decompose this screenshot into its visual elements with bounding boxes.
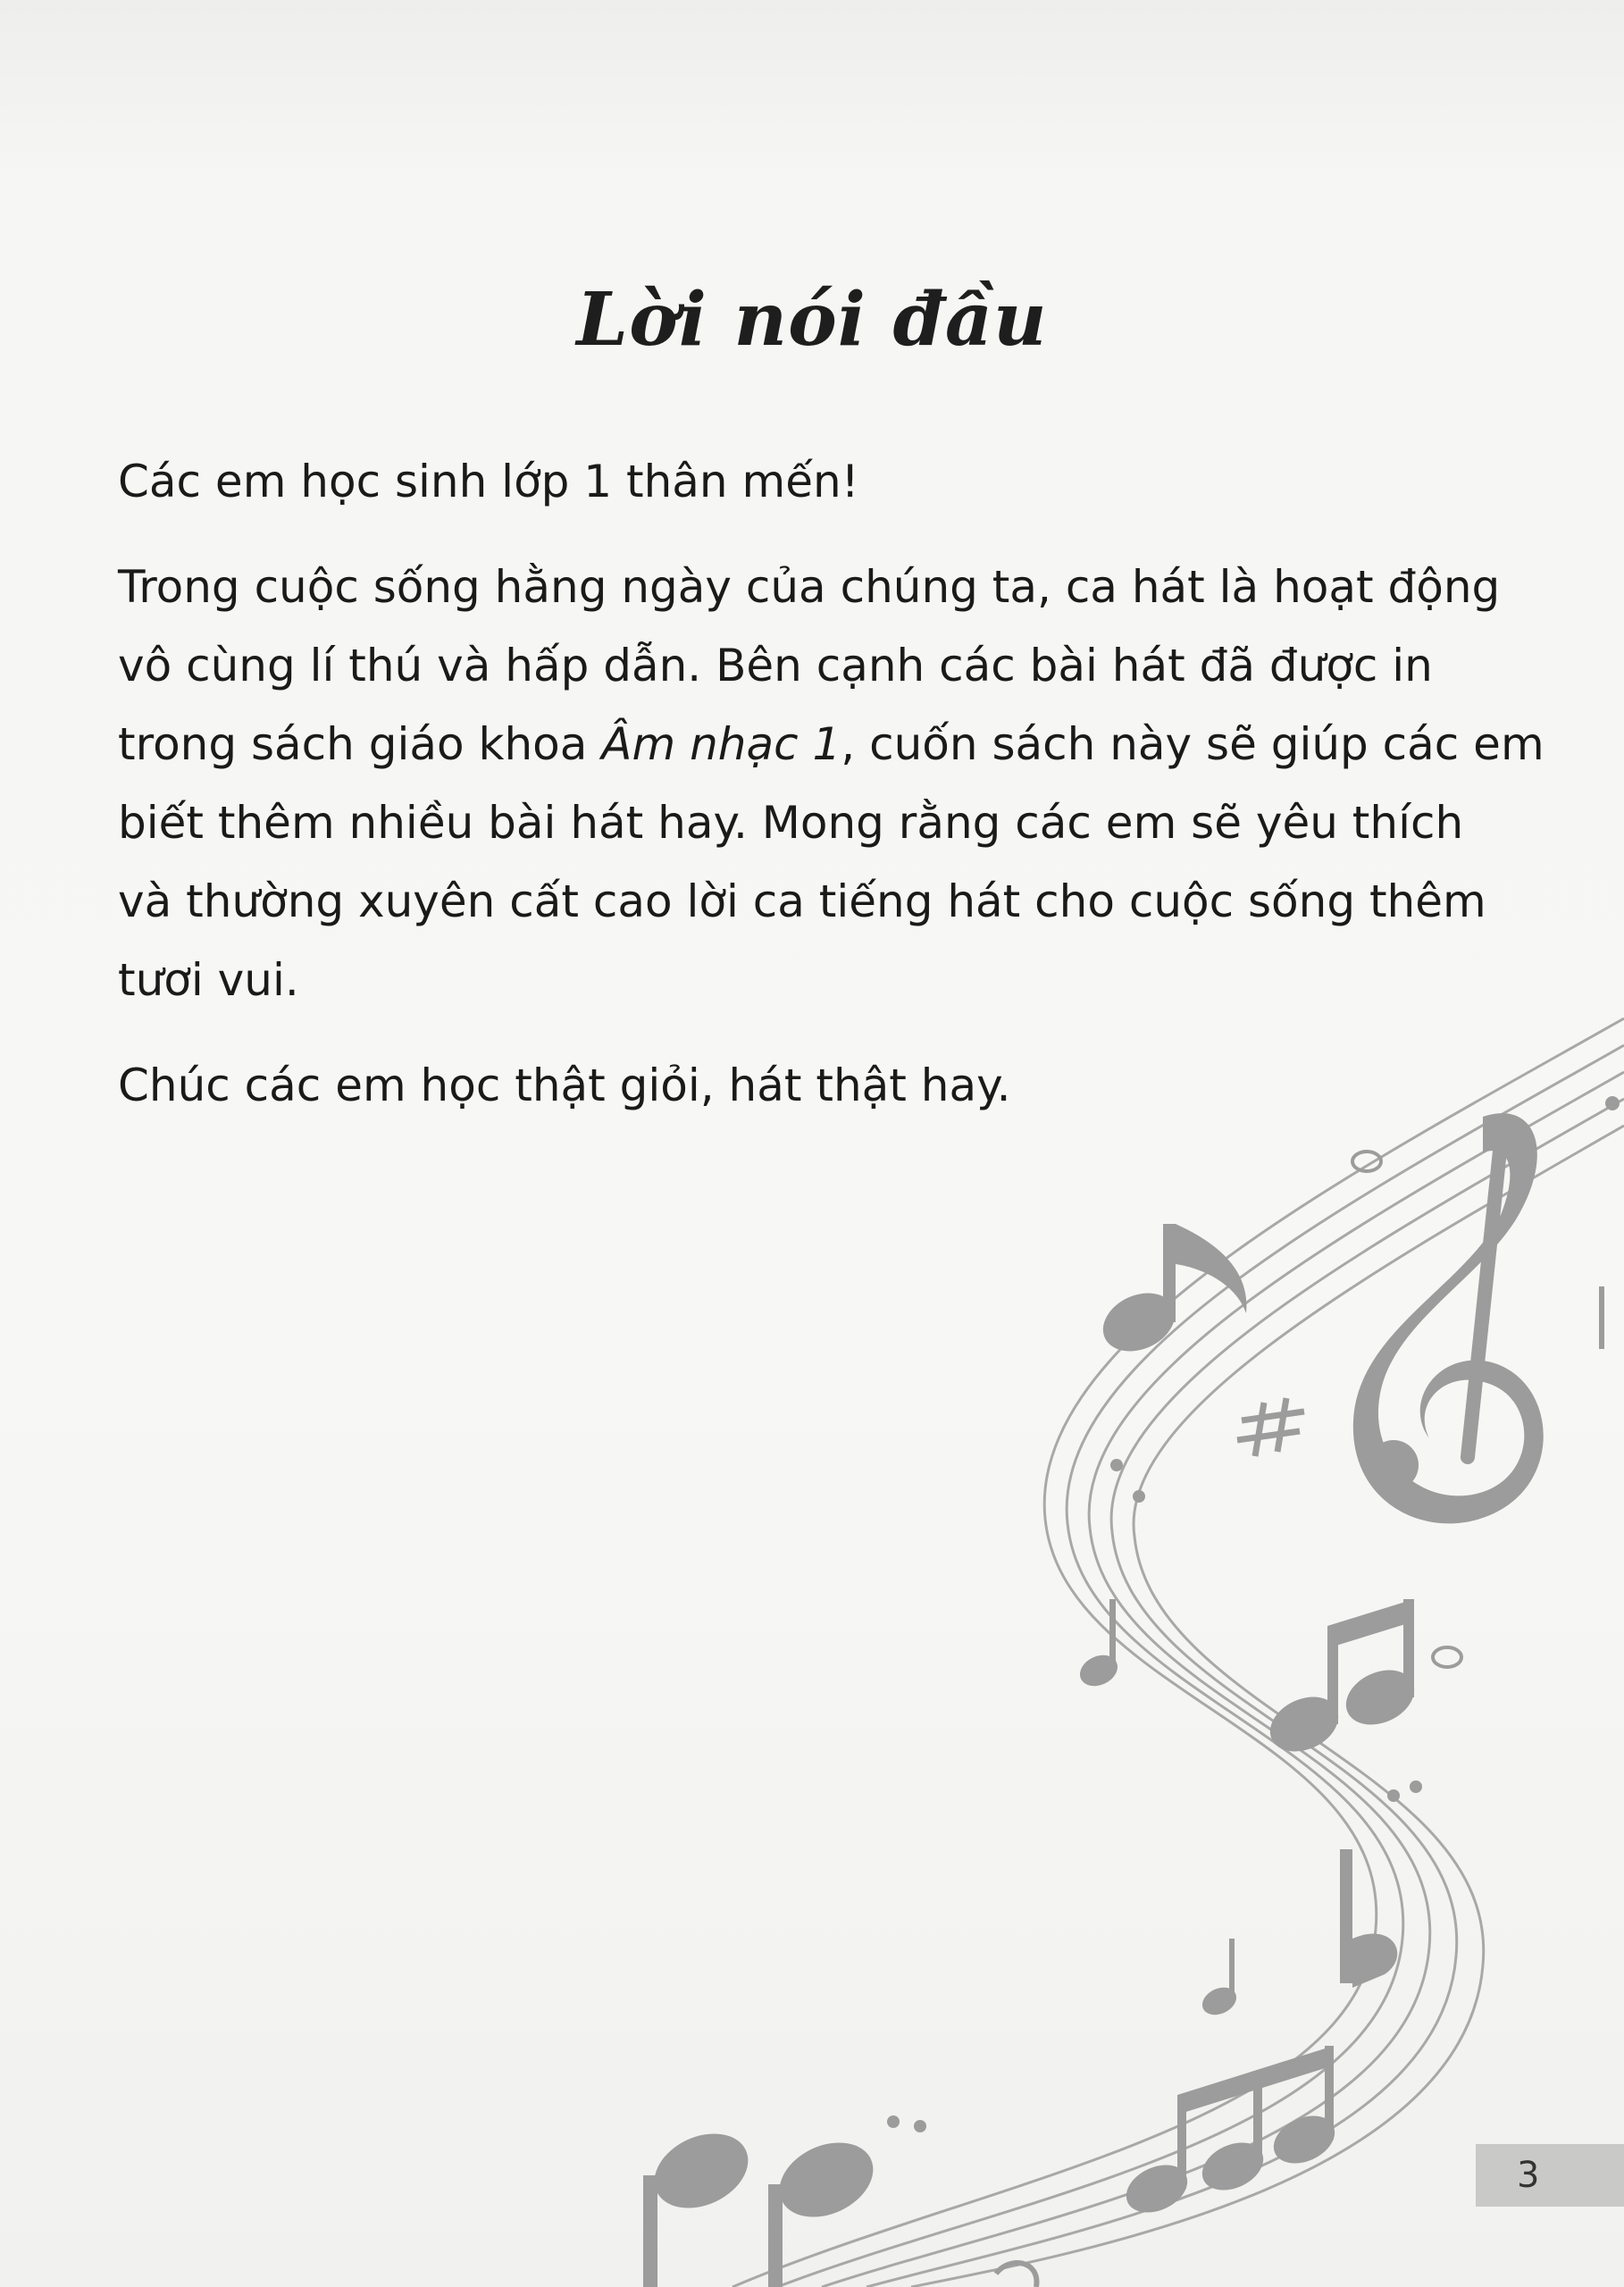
- bottom-beamed-notes-icon: [1118, 2046, 1343, 2222]
- paragraph-line-6: tươi vui.: [118, 954, 299, 1006]
- line3-after: , cuốn sách này sẽ giúp các em: [841, 718, 1544, 770]
- closing-line: Chúc các em học thật giỏi, hát thật hay.: [118, 1060, 1011, 1111]
- beamed-notes-icon: [1261, 1599, 1423, 1762]
- page-number: 3: [1476, 2144, 1624, 2207]
- page-title: Lời nói đầu: [576, 276, 1048, 363]
- treble-clef-icon: [1353, 1113, 1544, 1523]
- book-title-italic: Âm nhạc 1: [601, 718, 841, 770]
- paragraph-line-1: Trong cuộc sống hằng ngày của chúng ta, ca hát là hoạt động: [118, 561, 1501, 613]
- line3-before: trong sách giáo khoa: [118, 718, 602, 770]
- sharp-icon: [1237, 1398, 1304, 1456]
- paragraph-line-2: vô cùng lí thú và hấp dẫn. Bên cạnh các bài hát đã được in: [118, 640, 1433, 691]
- paragraph-line-5: và thường xuyên cất cao lời ca tiếng hát cho cuộc sống thêm: [118, 875, 1486, 927]
- greeting-line: Các em học sinh lớp 1 thân mến!: [118, 456, 859, 507]
- paragraph-line-4: biết thêm nhiều bài hát hay. Mong rằng các em sẽ yêu thích: [118, 797, 1464, 849]
- eighth-note-icon: [1093, 1224, 1246, 1362]
- bass-clef-icon: [996, 2263, 1036, 2287]
